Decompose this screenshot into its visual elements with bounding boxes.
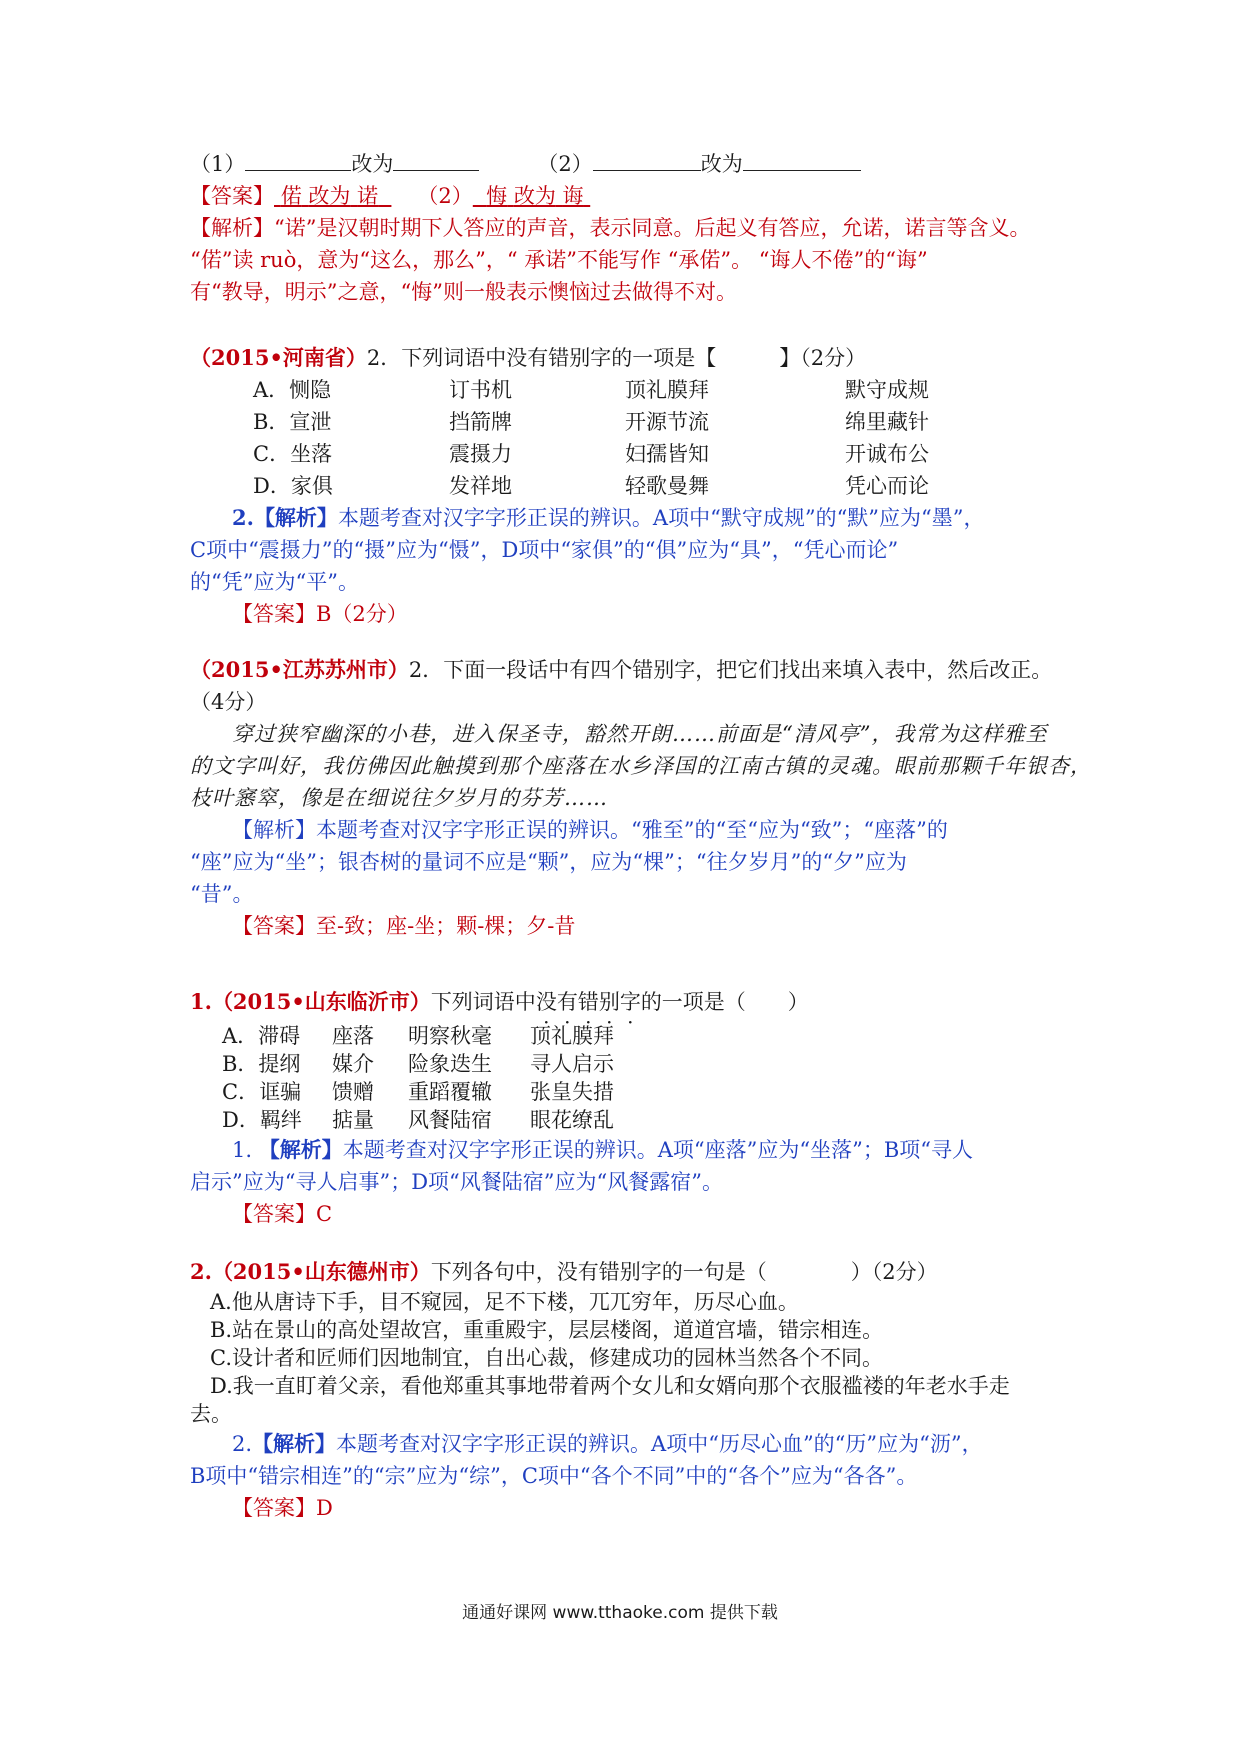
blank-1b [393,148,479,171]
linyi-answer: 【答案】C [232,1202,333,1226]
henan-analysis-line-2: C项中“震摄力”的“摄”应为“慑”，D项中“家俱”的“俱”应为“具”，“凭心而论” [190,538,899,562]
henan-option-c: C．坐落 震摄力 妇孺皆知 开诚布公 [253,442,929,466]
suzhou-passage-line-2: 的文字叫好，我仿佛因此触摸到那个座落在水乡泽国的江南古镇的灵魂。眼前那颗千年银杏， [190,754,1092,778]
change-to-2: 改为 [700,152,743,176]
suzhou-points: （4分） [190,690,267,714]
blank-1a [245,148,351,171]
linyi-option-b: B．提纲 媒介 险象迭生 寻人启示 [222,1052,614,1076]
dezhou-option-d-line-2: 去。 [190,1402,232,1426]
dezhou-option-d-line-1: D.我一直盯着父亲，看他郑重其事地带着两个女儿和女婿向那个衣服褴褛的年老水手走 [210,1374,1010,1398]
henan-analysis-line-1: 2.【解析】本题考查对汉字字形正误的辨识。A项中“默守成规”的“默”应为“墨”， [232,505,985,530]
suzhou-passage-line-3: 枝叶窸窣，像是在细说往夕岁月的芬芳…… [190,786,608,810]
suzhou-analysis-line-3: “昔”。 [190,882,254,906]
top-analysis-line-3: 有“教导，明示”之意，“悔”则一般表示懊恼过去做得不对。 [190,280,737,304]
linyi-question-stem: 1.（2015•山东临沂市）下列词语中没有错别字的一项是（ ） [190,989,809,1014]
henan-option-d: D．家俱 发祥地 轻歌曼舞 凭心而论 [253,474,929,498]
dezhou-option-b: B.站在景山的高处望故宫，重重殿宇，层层楼阁，道道宫墙，错宗相连。 [210,1318,884,1342]
linyi-analysis-line-2: 启示”应为“寻人启事”；D项“风餐陆宿”应为“风餐露宿”。 [190,1170,723,1194]
change-to-1: 改为 [351,152,394,176]
dezhou-option-c: C.设计者和匠师们因地制宜，自出心裁，修建成功的园林当然各个不同。 [210,1346,883,1370]
blank-2b [743,148,861,171]
dezhou-question-stem: 2.（2015•山东德州市）下列各句中，没有错别字的一句是（ ）（2分） [190,1259,938,1284]
suzhou-question-stem: （2015•江苏苏州市）2．下面一段话中有四个错别字，把它们找出来填入表中，然后改正。 [190,657,1053,682]
blank-2a [593,148,701,171]
dezhou-options [190,1288,1070,1428]
henan-option-b: B．宣泄 挡箭牌 开源节流 绵里藏针 [253,410,929,434]
suzhou-source: （2015•江苏苏州市） [190,657,409,682]
dezhou-analysis-line-1: 2.【解析】本题考查对汉字字形正误的辨识。A项中“历尽心血”的“历”应为“沥”， [232,1431,983,1456]
suzhou-analysis-line-1: 【解析】本题考查对汉字字形正误的辨识。“雅至”的“至“应为“致”；“座落”的 [232,818,948,842]
linyi-option-c: C．诓骗 馈赠 重蹈覆辙 张皇失措 [222,1080,614,1104]
suzhou-passage-line-1: 穿过狭窄幽深的小巷，进入保圣寺，豁然开朗……前面是“清风亭”，我常为这样雅至 [232,722,1048,746]
henan-source: （2015•河南省） [190,345,367,370]
linyi-option-a: A．滞碍 座落 明察秋毫 顶礼膜拜 [222,1024,614,1048]
henan-answer: 【答案】B（2分） [232,602,408,626]
fill-blank-line [190,148,1070,180]
henan-analysis-line-3: 的“凭”应为“平”。 [190,570,359,594]
henan-question-stem: （2015•河南省）2．下列词语中没有错别字的一项是【 】（2分） [190,345,867,370]
henan-options [190,374,1070,502]
dezhou-analysis-line-2: B项中“错宗相连”的“宗”应为“综”，C项中“各个不同”中的“各个”应为“各各”。 [190,1464,918,1488]
henan-option-a: A．恻隐 订书机 顶礼膜拜 默守成规 [253,378,929,402]
top-analysis-line-1: 【解析】“诺”是汉朝时期下人答应的声音，表示同意。后起义有答应，允诺，诺言等含义。 [190,216,1031,240]
suzhou-analysis-line-2: “座”应为“坐”；银杏树的量词不应是“颗”，应为“棵”；“往夕岁月”的“夕”应为 [190,850,907,874]
linyi-analysis-line-1: 1. 【解析】本题考查对汉字字形正误的辨识。A项“座落”应为“坐落”；B项“寻人 [232,1137,974,1162]
blank-2-number: （2） [537,152,593,176]
page-footer: 通通好课网 www.tthaoke.com 提供下载 [462,1603,778,1623]
suzhou-answer: 【答案】至-致；座-坐；颗-棵；夕-昔 [232,914,576,938]
document-body [190,148,1092,1524]
linyi-options [190,1022,1070,1134]
linyi-source: （2015•山东临沂市） [211,989,431,1014]
dezhou-option-a: A.他从唐诗下手，目不窥园，足不下楼，兀兀穷年，历尽心血。 [210,1290,799,1314]
dezhou-answer: 【答案】D [232,1496,333,1520]
linyi-option-d: D．羁绊 掂量 风餐陆宿 眼花缭乱 [222,1108,614,1132]
top-answer: 【答案】 偌 改为 诺 （2） 悔 改为 诲 [190,184,584,208]
blank-1-number: （1） [190,152,246,176]
top-analysis-line-2: “偌”读 ruò，意为“这么，那么”，“ 承诺”不能写作 “承偌”。 “诲人不倦”的“诲” [190,248,928,272]
dezhou-source: （2015•山东德州市） [211,1259,431,1284]
